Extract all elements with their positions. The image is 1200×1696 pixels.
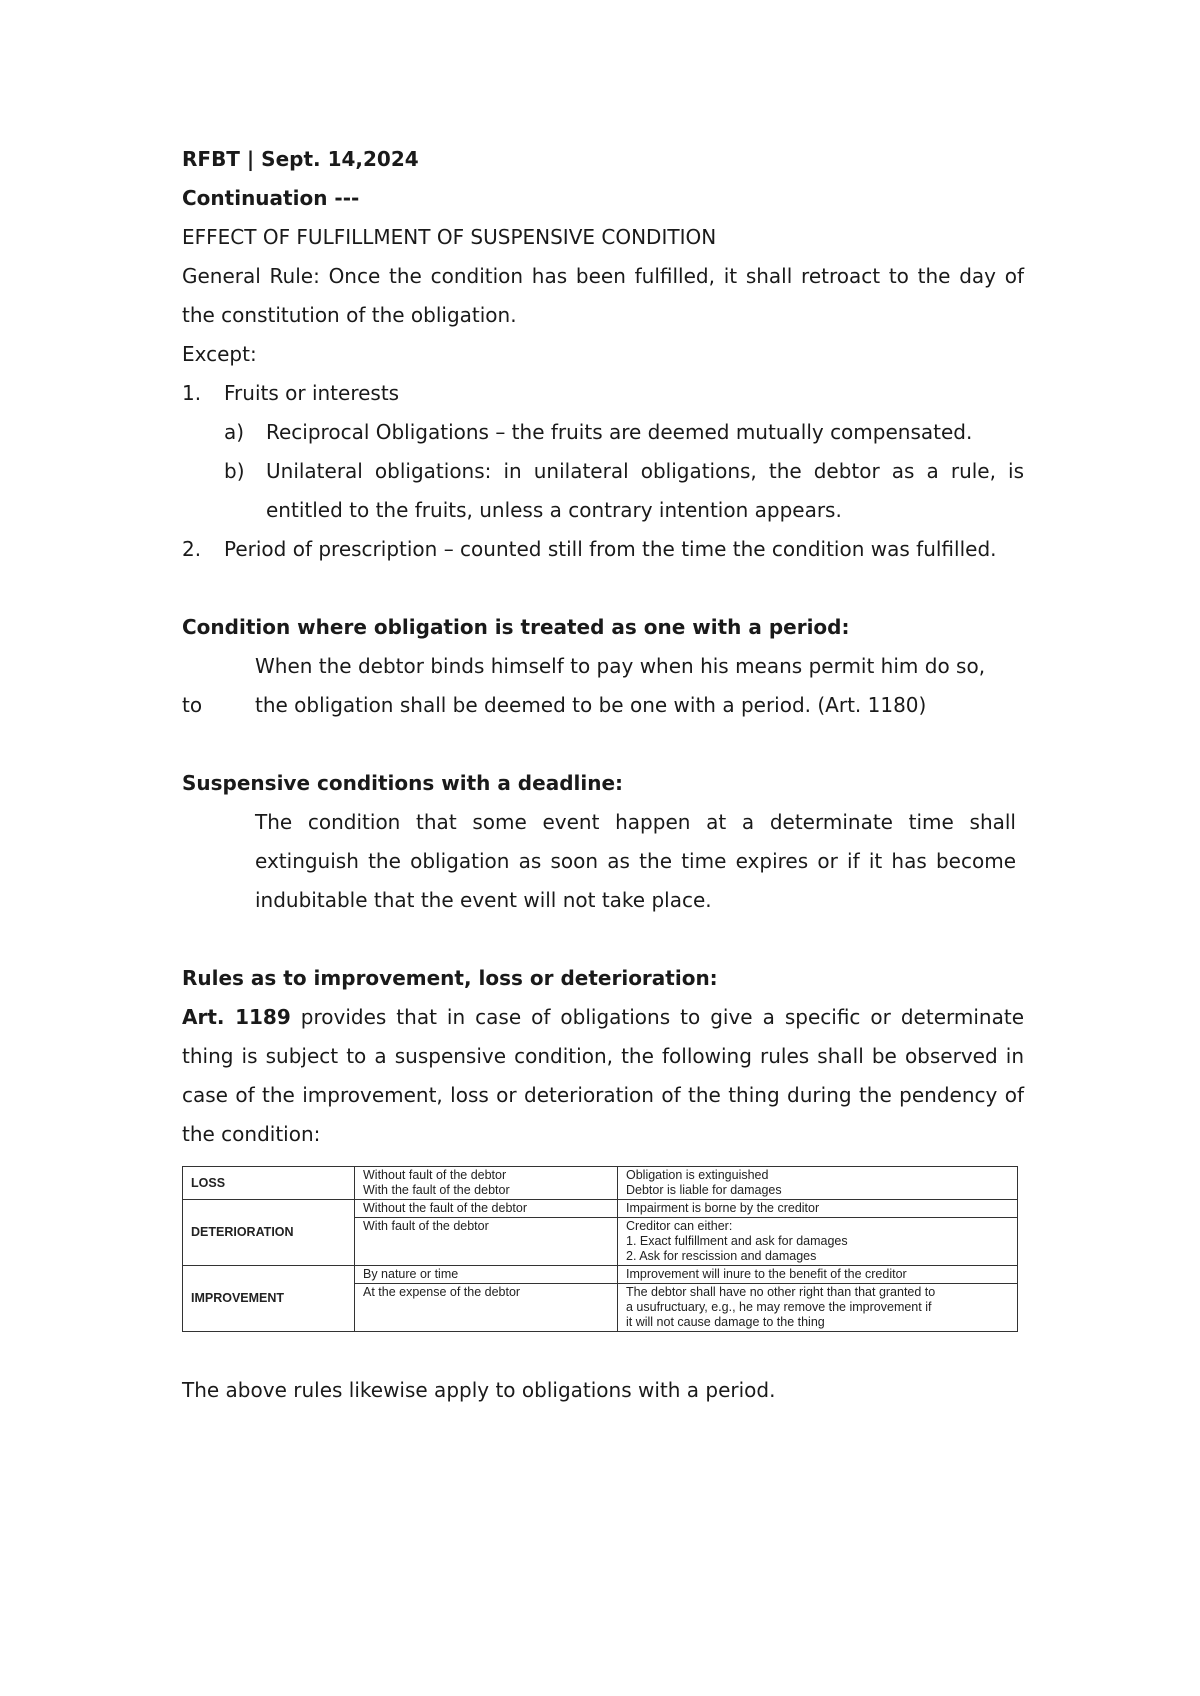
effect-cell: Improvement will inure to the benefit of the creditor [618, 1266, 1018, 1284]
document-page [182, 140, 1024, 1410]
article-text: provides that in case of obligations to give a specific or determinate thing is subject to a suspensive condition, the following rules shall be observed in case of the improvement, loss or deterioration of the thing during the pendency of the condition: [182, 1005, 1024, 1146]
table-row-loss [183, 1167, 1018, 1200]
exception-number: 1. [182, 381, 202, 405]
condition-cell: By nature or time [355, 1266, 618, 1284]
effect-line: it will not cause damage to the thing [626, 1315, 825, 1329]
effect-cell: Impairment is borne by the creditor [618, 1200, 1018, 1218]
table-row-improvement-1 [183, 1266, 1018, 1284]
category-deterioration: DETERIORATION [183, 1200, 355, 1266]
category-loss: LOSS [183, 1167, 355, 1200]
effect-line: The debtor shall have no other right than that granted to [626, 1285, 936, 1299]
effect-cell [618, 1167, 1018, 1200]
sub-text: Reciprocal Obligations – the fruits are deemed mutually compensated. [266, 420, 973, 444]
deadline-text: The condition that some event happen at a determinate time shall extinguish the obligation as soon as the time expires or if it has become indubitable that the event will not take place. [255, 810, 1016, 912]
condition-cell [355, 1167, 618, 1200]
except-label: Except: [182, 342, 257, 366]
effect-cell [618, 1218, 1018, 1266]
condition-cell: With fault of the debtor [355, 1218, 618, 1266]
condition-cell: At the expense of the debtor [355, 1284, 618, 1332]
document-title: RFBT | Sept. 14,2024 [182, 147, 419, 171]
effect-line: Obligation is extinguished [626, 1168, 769, 1182]
period-paragraph [182, 647, 1024, 725]
article-reference: Art. 1189 [182, 1005, 291, 1029]
section-heading-period: Condition where obligation is treated as one with a period: [182, 615, 850, 639]
condition-line: Without fault of the debtor [363, 1168, 507, 1182]
section-heading-improvement: Rules as to improvement, loss or deterioration: [182, 966, 718, 990]
effect-cell [618, 1284, 1018, 1332]
condition-cell: Without the fault of the debtor [355, 1200, 618, 1218]
condition-line: With the fault of the debtor [363, 1183, 510, 1197]
table-row-deterioration-1 [183, 1200, 1018, 1218]
art-1189-paragraph [182, 998, 1024, 1154]
effect-line: 1. Exact fulfillment and ask for damages [626, 1234, 848, 1248]
section-heading-fulfillment: EFFECT OF FULFILLMENT OF SUSPENSIVE CONDITION [182, 225, 717, 249]
exception-text: Period of prescription – counted still from the time the condition was fulfilled. [224, 537, 997, 561]
exception-text: Fruits or interests [224, 381, 400, 405]
closing-note: The above rules likewise apply to obligations with a period. [182, 1378, 776, 1402]
period-lead-word: to [182, 693, 203, 717]
section-heading-deadline: Suspensive conditions with a deadline: [182, 771, 624, 795]
effect-line: 2. Ask for rescission and damages [626, 1249, 817, 1263]
effect-line: Creditor can either: [626, 1219, 733, 1233]
effect-line: Debtor is liable for damages [626, 1183, 782, 1197]
period-text: When the debtor binds himself to pay when his means permit him do so, the obligation shall be deemed to be one with a period. (Art. 1180) [255, 654, 986, 717]
sub-number: a) [224, 420, 245, 444]
exception-item-2 [182, 530, 1024, 569]
general-rule: General Rule: Once the condition has been fulfilled, it shall retroact to the day of the constitution of the obligation. [182, 264, 1024, 327]
sub-text: Unilateral obligations: in unilateral obligations, the debtor as a rule, is entitled to the fruits, unless a contrary intention appears. [266, 459, 1024, 522]
rules-table [182, 1166, 1018, 1332]
category-improvement: IMPROVEMENT [183, 1266, 355, 1332]
sub-number: b) [224, 459, 245, 483]
exception-sub-a [224, 413, 1024, 452]
continuation-label: Continuation --- [182, 186, 360, 210]
effect-line: a usufructuary, e.g., he may remove the improvement if [626, 1300, 932, 1314]
exception-sub-b [224, 452, 1024, 530]
exception-number: 2. [182, 537, 202, 561]
exception-item-1 [182, 374, 1024, 413]
